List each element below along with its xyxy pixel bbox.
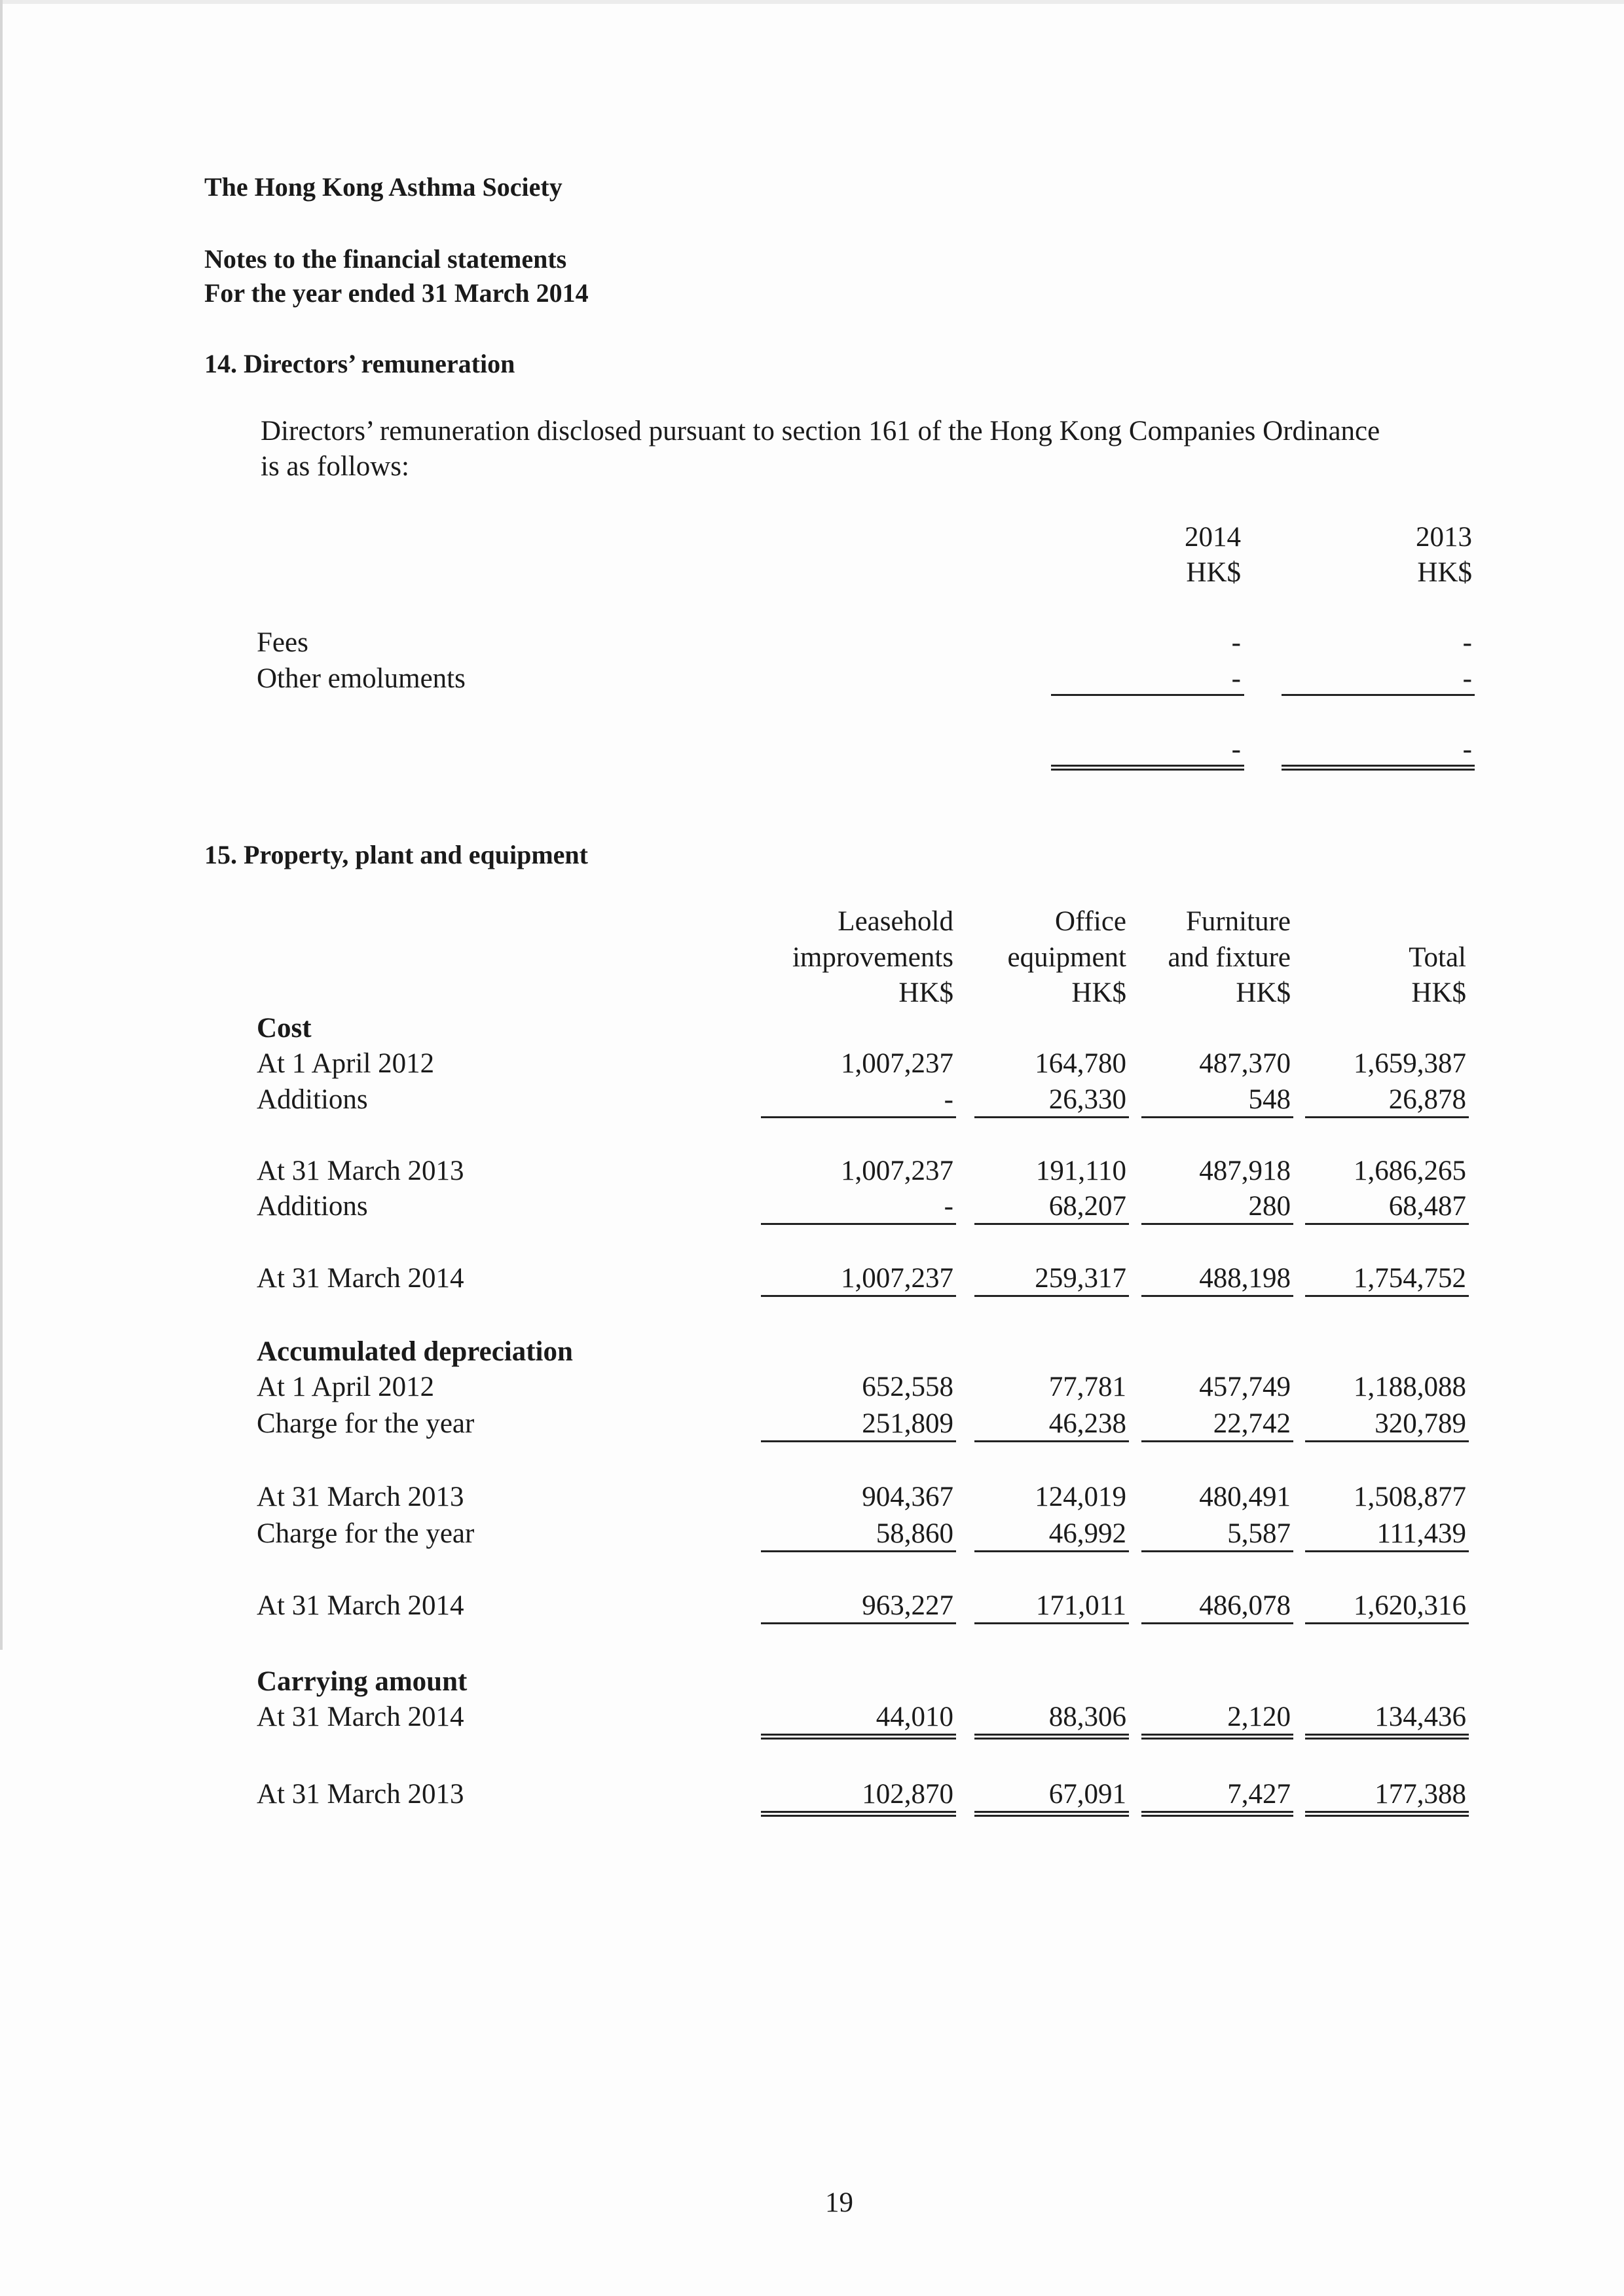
- ppe-depreciation-row-4-furniture-single-rule: [1141, 1622, 1293, 1624]
- organisation-name: The Hong Kong Asthma Society: [204, 172, 563, 202]
- ppe-col-office-line2: equipment: [1007, 942, 1126, 973]
- ppe-cost-row-2-leasehold: 1,007,237: [841, 1156, 953, 1186]
- ppe-depreciation-row-2-leasehold: 904,367: [862, 1482, 953, 1512]
- note14-subtotal-rule-2013: [1282, 694, 1475, 696]
- ppe-cost-row-1-furniture-single-rule: [1141, 1116, 1293, 1118]
- ppe-depreciation-row-1-leasehold-single-rule: [761, 1440, 956, 1442]
- document-title: Notes to the financial statements: [204, 244, 567, 274]
- ppe-carrying-row-0-total-double-rule: [1305, 1734, 1469, 1740]
- ppe-cost-row-4-total-single-rule: [1305, 1295, 1469, 1297]
- ppe-cost-row-0-label: At 1 April 2012: [257, 1048, 435, 1079]
- ppe-depreciation-row-3-furniture: 5,587: [1227, 1518, 1291, 1549]
- ppe-cost-row-0-office: 164,780: [1035, 1048, 1126, 1079]
- note14-row-other-label: Other emoluments: [257, 663, 466, 694]
- ppe-col-leasehold-line2: improvements: [792, 942, 953, 973]
- ppe-cost-row-4-label: At 31 March 2014: [257, 1263, 464, 1294]
- ppe-carrying-row-1-office-double-rule: [974, 1811, 1129, 1817]
- ppe-depreciation-row-2-office: 124,019: [1035, 1482, 1126, 1512]
- note14-subtotal-rule-2014: [1051, 694, 1244, 696]
- note14-total-2014: -: [1231, 734, 1241, 765]
- scan-top-edge: [0, 0, 1624, 4]
- ppe-depreciation-row-3-office: 46,992: [1048, 1518, 1126, 1549]
- ppe-cost-row-1-total-single-rule: [1305, 1116, 1469, 1118]
- ppe-cost-row-4-furniture-single-rule: [1141, 1295, 1293, 1297]
- ppe-carrying-row-1-furniture-double-rule: [1141, 1811, 1293, 1817]
- ppe-carrying-row-1-total-double-rule: [1305, 1811, 1469, 1817]
- note14-row-other-2013: -: [1462, 663, 1472, 694]
- ppe-cost-row-3-label: Additions: [257, 1191, 368, 1222]
- ppe-col-total-line2: Total: [1409, 942, 1466, 973]
- ppe-cost-row-4-total: 1,754,752: [1354, 1263, 1466, 1294]
- note14-row-fees-2013: -: [1462, 627, 1472, 658]
- ppe-depreciation-row-1-total-single-rule: [1305, 1440, 1469, 1442]
- ppe-depreciation-row-1-leasehold: 251,809: [862, 1408, 953, 1439]
- ppe-cost-row-3-leasehold-single-rule: [761, 1223, 956, 1225]
- ppe-depreciation-row-4-office-single-rule: [974, 1622, 1129, 1624]
- ppe-carrying-row-1-label: At 31 March 2013: [257, 1779, 464, 1810]
- ppe-cost-row-0-furniture: 487,370: [1199, 1048, 1291, 1079]
- ppe-depreciation-row-1-office: 46,238: [1048, 1408, 1126, 1439]
- ppe-depreciation-row-3-leasehold: 58,860: [876, 1518, 953, 1549]
- ppe-depreciation-row-4-furniture: 486,078: [1199, 1590, 1291, 1621]
- ppe-col-furniture-line1: Furniture: [1185, 906, 1291, 937]
- ppe-cost-row-4-office: 259,317: [1035, 1263, 1126, 1294]
- ppe-col-furniture-line2: and fixture: [1168, 942, 1291, 973]
- ppe-depreciation-row-4-office: 171,011: [1035, 1590, 1126, 1621]
- ppe-depreciation-row-0-furniture: 457,749: [1199, 1372, 1291, 1402]
- ppe-cost-row-2-label: At 31 March 2013: [257, 1156, 464, 1186]
- ppe-cost-row-3-furniture: 280: [1248, 1191, 1291, 1222]
- ppe-carrying-row-0-label: At 31 March 2014: [257, 1702, 464, 1732]
- ppe-carrying-row-0-furniture-double-rule: [1141, 1734, 1293, 1740]
- ppe-cost-row-3-office: 68,207: [1048, 1191, 1126, 1222]
- ppe-depreciation-row-4-label: At 31 March 2014: [257, 1590, 464, 1621]
- ppe-cost-row-1-furniture: 548: [1248, 1084, 1291, 1115]
- note14-row-fees-2014: -: [1231, 627, 1241, 658]
- ppe-cost-row-2-office: 191,110: [1035, 1156, 1126, 1186]
- ppe-depreciation-row-3-total: 111,439: [1376, 1518, 1466, 1549]
- ppe-cost-row-1-total: 26,878: [1388, 1084, 1466, 1115]
- ppe-depreciation-row-1-furniture: 22,742: [1213, 1408, 1291, 1439]
- ppe-depreciation-row-0-total: 1,188,088: [1354, 1372, 1466, 1402]
- ppe-depreciation-row-0-label: At 1 April 2012: [257, 1372, 435, 1402]
- ppe-carrying-heading: Carrying amount: [257, 1666, 468, 1697]
- ppe-carrying-row-1-leasehold: 102,870: [862, 1779, 953, 1810]
- ppe-depreciation-row-3-furniture-single-rule: [1141, 1550, 1293, 1552]
- ppe-depreciation-row-2-total: 1,508,877: [1354, 1482, 1466, 1512]
- ppe-depreciation-row-0-office: 77,781: [1048, 1372, 1126, 1402]
- ppe-depreciation-row-4-total-single-rule: [1305, 1622, 1469, 1624]
- ppe-col-leasehold-unit: HK$: [898, 977, 953, 1008]
- ppe-carrying-row-1-leasehold-double-rule: [761, 1811, 956, 1817]
- note14-row-fees-label: Fees: [257, 627, 308, 658]
- ppe-depreciation-row-1-label: Charge for the year: [257, 1408, 475, 1439]
- ppe-carrying-row-1-office: 67,091: [1048, 1779, 1126, 1810]
- ppe-cost-row-4-leasehold-single-rule: [761, 1295, 956, 1297]
- ppe-depreciation-row-3-office-single-rule: [974, 1550, 1129, 1552]
- note14-heading: 14. Directors’ remuneration: [204, 349, 515, 378]
- ppe-cost-row-3-leasehold: -: [944, 1191, 953, 1222]
- ppe-depreciation-row-3-total-single-rule: [1305, 1550, 1469, 1552]
- ppe-depreciation-row-1-furniture-single-rule: [1141, 1440, 1293, 1442]
- ppe-cost-row-4-leasehold: 1,007,237: [841, 1263, 953, 1294]
- ppe-cost-row-0-total: 1,659,387: [1354, 1048, 1466, 1079]
- ppe-depreciation-row-4-leasehold: 963,227: [862, 1590, 953, 1621]
- note14-intro-line2: is as follows:: [261, 451, 409, 482]
- scan-left-edge: [0, 0, 3, 1650]
- ppe-cost-row-3-furniture-single-rule: [1141, 1223, 1293, 1225]
- document-period: For the year ended 31 March 2014: [204, 278, 589, 308]
- ppe-depreciation-row-3-leasehold-single-rule: [761, 1550, 956, 1552]
- ppe-col-furniture-unit: HK$: [1236, 977, 1291, 1008]
- ppe-col-leasehold-line1: Leasehold: [838, 906, 953, 937]
- ppe-carrying-row-0-office: 88,306: [1048, 1702, 1126, 1732]
- note14-total-double-rule-2014: [1051, 765, 1244, 771]
- ppe-col-office-unit: HK$: [1071, 977, 1126, 1008]
- note14-col-2013-year: 2013: [1416, 522, 1472, 553]
- ppe-cost-row-1-leasehold-single-rule: [761, 1116, 956, 1118]
- page-number: 19: [825, 2187, 853, 2218]
- ppe-carrying-row-0-leasehold-double-rule: [761, 1734, 956, 1740]
- ppe-depreciation-row-2-label: At 31 March 2013: [257, 1482, 464, 1512]
- ppe-depreciation-row-3-label: Charge for the year: [257, 1518, 475, 1549]
- ppe-carrying-row-0-total: 134,436: [1375, 1702, 1466, 1732]
- ppe-depreciation-row-0-leasehold: 652,558: [862, 1372, 953, 1402]
- ppe-carrying-row-1-total: 177,388: [1375, 1779, 1466, 1810]
- ppe-cost-row-3-office-single-rule: [974, 1223, 1129, 1225]
- note14-col-2014-unit: HK$: [1186, 557, 1241, 588]
- ppe-cost-row-0-leasehold: 1,007,237: [841, 1048, 953, 1079]
- ppe-depreciation-heading: Accumulated depreciation: [257, 1336, 573, 1367]
- ppe-depreciation-row-4-total: 1,620,316: [1354, 1590, 1466, 1621]
- note14-total-double-rule-2013: [1282, 765, 1475, 771]
- ppe-cost-row-1-leasehold: -: [944, 1084, 953, 1115]
- ppe-cost-row-4-office-single-rule: [974, 1295, 1129, 1297]
- note14-col-2013-unit: HK$: [1417, 557, 1472, 588]
- ppe-cost-row-4-furniture: 488,198: [1199, 1263, 1291, 1294]
- note14-intro-line1: Directors’ remuneration disclosed pursuant to section 161 of the Hong Kong Companies Ordinance: [261, 416, 1380, 446]
- ppe-carrying-row-1-furniture: 7,427: [1227, 1779, 1291, 1810]
- ppe-cost-row-1-label: Additions: [257, 1084, 368, 1115]
- ppe-carrying-row-0-leasehold: 44,010: [876, 1702, 953, 1732]
- ppe-depreciation-row-1-total: 320,789: [1375, 1408, 1466, 1439]
- ppe-cost-row-2-furniture: 487,918: [1199, 1156, 1291, 1186]
- ppe-cost-heading: Cost: [257, 1013, 312, 1044]
- ppe-cost-row-3-total: 68,487: [1388, 1191, 1466, 1222]
- ppe-depreciation-row-1-office-single-rule: [974, 1440, 1129, 1442]
- ppe-cost-row-1-office: 26,330: [1048, 1084, 1126, 1115]
- ppe-depreciation-row-2-furniture: 480,491: [1199, 1482, 1291, 1512]
- ppe-cost-row-1-office-single-rule: [974, 1116, 1129, 1118]
- ppe-cost-row-2-total: 1,686,265: [1354, 1156, 1466, 1186]
- note14-row-other-2014: -: [1231, 663, 1241, 694]
- ppe-carrying-row-0-furniture: 2,120: [1227, 1702, 1291, 1732]
- ppe-col-office-line1: Office: [1054, 906, 1126, 937]
- note15-heading: 15. Property, plant and equipment: [204, 840, 588, 869]
- ppe-col-total-unit: HK$: [1411, 977, 1466, 1008]
- ppe-carrying-row-0-office-double-rule: [974, 1734, 1129, 1740]
- note14-total-2013: -: [1462, 734, 1472, 765]
- ppe-depreciation-row-4-leasehold-single-rule: [761, 1622, 956, 1624]
- note14-col-2014-year: 2014: [1185, 522, 1241, 553]
- ppe-cost-row-3-total-single-rule: [1305, 1223, 1469, 1225]
